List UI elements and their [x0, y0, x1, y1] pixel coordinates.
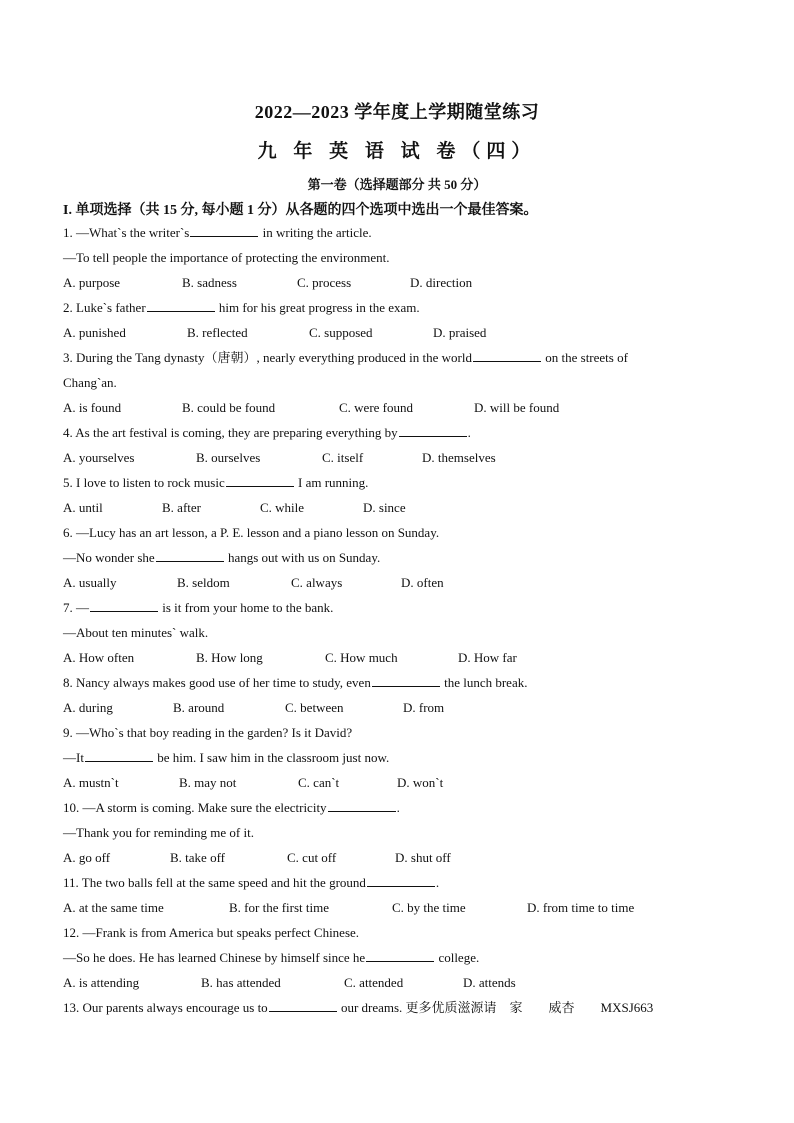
answer-blank	[399, 424, 467, 437]
option-b[interactable]: B. may not	[179, 775, 237, 790]
option-b[interactable]: B. take off	[170, 850, 225, 865]
question-1-stem: 1. —What`s the writer`s in writing the article.	[63, 225, 372, 240]
section-heading: I. 单项选择（共 15 分, 每小题 1 分）从各题的四个选项中选出一个最佳答案。	[63, 203, 538, 218]
option-c[interactable]: C. by the time	[392, 900, 466, 915]
exam-title: 2022—2023 学年度上学期随堂练习	[254, 102, 540, 122]
question-1-options	[63, 274, 743, 299]
option-d[interactable]: D. will be found	[474, 400, 560, 415]
option-b[interactable]: B. after	[162, 500, 201, 515]
answer-blank	[473, 349, 541, 362]
question-10-stem: 10. —A storm is coming. Make sure the electricity .	[63, 800, 400, 815]
option-c[interactable]: C. between	[285, 700, 344, 715]
question-2-options	[63, 324, 743, 349]
option-c[interactable]: C. How much	[325, 650, 398, 665]
question-12-reply: —So he does. He has learned Chinese by himself since he college.	[63, 950, 480, 965]
question-12-stem: 12. —Frank is from America but speaks perfect Chinese.	[63, 925, 360, 940]
answer-blank	[190, 224, 258, 237]
option-a[interactable]: A. is attending	[63, 975, 140, 990]
question-5-stem: 5. I love to listen to rock music I am running.	[63, 475, 369, 490]
option-c[interactable]: C. can`t	[298, 775, 340, 790]
option-c[interactable]: C. supposed	[309, 325, 373, 340]
option-a[interactable]: A. How often	[63, 650, 135, 665]
question-10-options	[63, 849, 743, 874]
option-d[interactable]: D. from time to time	[527, 900, 635, 915]
question-6-reply: —No wonder she hangs out with us on Sunday.	[63, 550, 381, 565]
option-d[interactable]: D. attends	[463, 975, 516, 990]
answer-blank	[156, 549, 224, 562]
question-3-options	[63, 399, 743, 424]
question-3-stem-cont: Chang`an.	[63, 375, 117, 390]
question-8-stem: 8. Nancy always makes good use of her time to study, even the lunch break.	[63, 675, 528, 690]
answer-blank	[372, 674, 440, 687]
answer-blank	[226, 474, 294, 487]
part-heading: 第一卷（选择题部分 共 50 分）	[307, 177, 487, 192]
option-d[interactable]: D. praised	[433, 325, 487, 340]
question-9-options	[63, 774, 743, 799]
option-a[interactable]: A. mustn`t	[63, 775, 119, 790]
question-7-reply: —About ten minutes` walk.	[63, 625, 209, 640]
option-c[interactable]: C. while	[260, 500, 305, 515]
exam-subtitle: 九 年 英 语 试 卷（四）	[257, 141, 537, 162]
option-a[interactable]: A. usually	[63, 575, 117, 590]
option-a[interactable]: A. go off	[63, 850, 111, 865]
option-a[interactable]: A. punished	[63, 325, 126, 340]
option-b[interactable]: B. reflected	[187, 325, 248, 340]
question-10-reply: —Thank you for reminding me of it.	[63, 825, 254, 840]
question-4-stem: 4. As the art festival is coming, they are preparing everything by .	[63, 425, 471, 440]
question-6-stem: 6. —Lucy has an art lesson, a P. E. lesson and a piano lesson on Sunday.	[63, 525, 440, 540]
question-13-stem: 13. Our parents always encourage us to our dreams. 更多优质滋源请 家 威杏 MXSJ663	[63, 1000, 654, 1015]
question-6-options	[63, 574, 743, 599]
option-a[interactable]: A. yourselves	[63, 450, 135, 465]
option-c[interactable]: C. always	[291, 575, 343, 590]
question-11-stem: 11. The two balls fell at the same speed and hit the ground .	[63, 875, 440, 890]
option-b[interactable]: B. could be found	[182, 400, 276, 415]
question-8-options	[63, 699, 743, 724]
option-c[interactable]: C. attended	[344, 975, 404, 990]
option-c[interactable]: C. process	[297, 275, 352, 290]
option-d[interactable]: D. often	[401, 575, 444, 590]
option-a[interactable]: A. during	[63, 700, 113, 715]
question-7-options	[63, 649, 743, 674]
question-7-stem: 7. — is it from your home to the bank.	[63, 600, 334, 615]
option-d[interactable]: D. How far	[458, 650, 517, 665]
option-c[interactable]: C. itself	[322, 450, 364, 465]
question-9-reply: —It be him. I saw him in the classroom just now.	[63, 750, 390, 765]
question-1-reply: —To tell people the importance of protecting the environment.	[63, 250, 390, 265]
question-4-options	[63, 449, 743, 474]
answer-blank	[328, 799, 396, 812]
question-5-options	[63, 499, 743, 524]
option-d[interactable]: D. shut off	[395, 850, 451, 865]
answer-blank	[269, 999, 337, 1012]
option-a[interactable]: A. until	[63, 500, 103, 515]
option-d[interactable]: D. won`t	[397, 775, 444, 790]
answer-blank	[90, 599, 158, 612]
option-d[interactable]: D. direction	[410, 275, 473, 290]
option-a[interactable]: A. purpose	[63, 275, 121, 290]
answer-blank	[85, 749, 153, 762]
option-c[interactable]: C. cut off	[287, 850, 337, 865]
answer-blank	[367, 874, 435, 887]
option-d[interactable]: D. themselves	[422, 450, 496, 465]
answer-blank	[366, 949, 434, 962]
question-list	[63, 224, 743, 1024]
question-11-options	[63, 899, 743, 924]
option-d[interactable]: D. since	[363, 500, 406, 515]
option-a[interactable]: A. at the same time	[63, 900, 164, 915]
option-b[interactable]: B. around	[173, 700, 225, 715]
question-2-stem: 2. Luke`s father him for his great progress in the exam.	[63, 300, 420, 315]
option-d[interactable]: D. from	[403, 700, 445, 715]
option-b[interactable]: B. ourselves	[196, 450, 261, 465]
option-b[interactable]: B. for the first time	[229, 900, 330, 915]
option-b[interactable]: B. How long	[196, 650, 263, 665]
option-b[interactable]: B. sadness	[182, 275, 237, 290]
answer-blank	[147, 299, 215, 312]
option-c[interactable]: C. were found	[339, 400, 414, 415]
question-12-options	[63, 974, 743, 999]
question-3-stem: 3. During the Tang dynasty（唐朝）, nearly everything produced in the world on the streets of	[63, 350, 628, 365]
question-9-stem: 9. —Who`s that boy reading in the garden? Is it David?	[63, 725, 353, 740]
option-a[interactable]: A. is found	[63, 400, 122, 415]
option-b[interactable]: B. seldom	[177, 575, 230, 590]
option-b[interactable]: B. has attended	[201, 975, 281, 990]
